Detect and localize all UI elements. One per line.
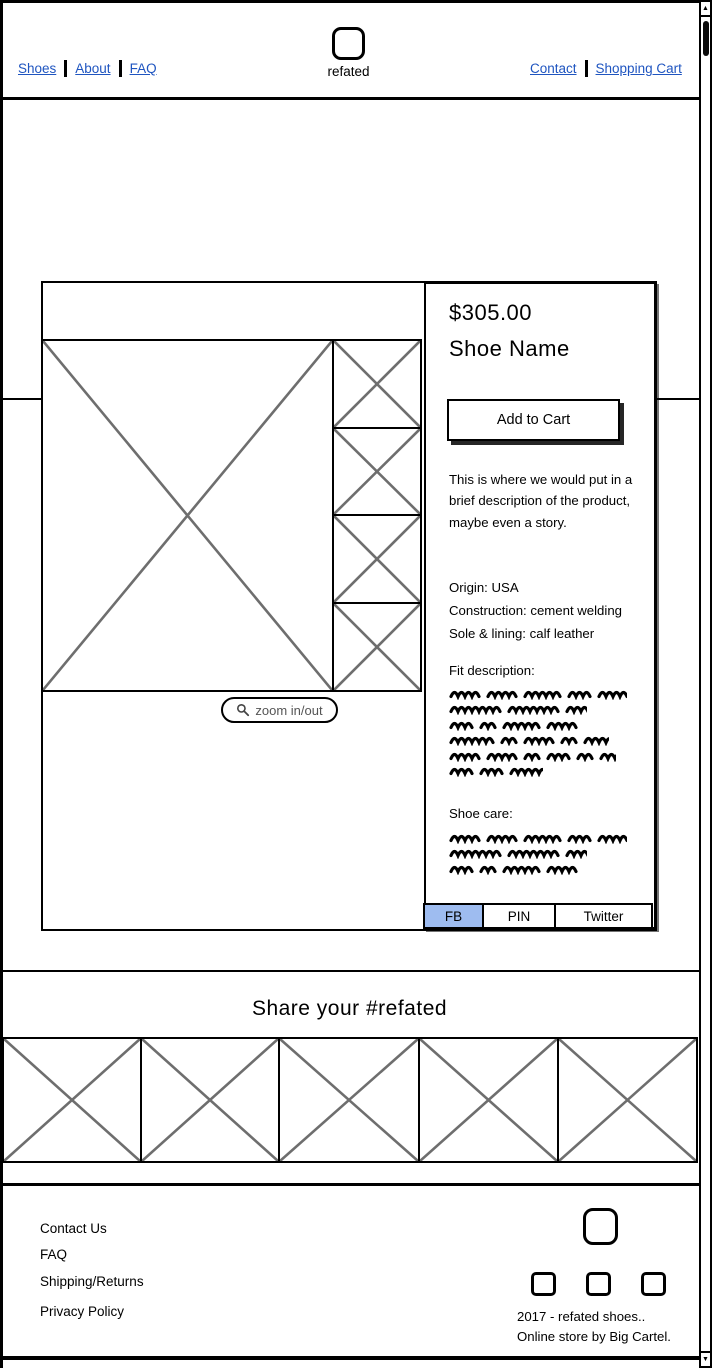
footer-social-icon-3[interactable] <box>641 1272 666 1296</box>
brand-logo-icon[interactable] <box>332 27 365 60</box>
product-description: This is where we would put in a brief description of the product, maybe even a story. <box>449 472 633 530</box>
shoe-care-label: Shoe care: <box>449 806 513 821</box>
scroll-down-arrow-icon[interactable]: ▼ <box>701 1351 710 1366</box>
share-gallery-image-1[interactable] <box>2 1037 142 1163</box>
nav-right <box>530 60 682 77</box>
vertical-scrollbar[interactable] <box>699 0 712 1368</box>
footer-link-privacy-policy[interactable]: Privacy Policy <box>40 1304 125 1319</box>
page-bottom-border <box>0 1356 699 1360</box>
footer-link-shipping-returns[interactable]: Shipping/Returns <box>40 1274 144 1289</box>
footer-credit-line1: 2017 - refated shoes.. <box>517 1309 646 1324</box>
nav-link-about[interactable]: About <box>75 61 111 76</box>
fit-description-label: Fit description: <box>449 663 535 678</box>
scrollbar-thumb[interactable] <box>703 21 709 56</box>
nav-separator <box>64 60 67 77</box>
nav-separator <box>585 60 588 77</box>
share-tab-fb[interactable]: FB <box>423 903 484 929</box>
nav-link-shoes[interactable]: Shoes <box>18 61 57 76</box>
nav-separator <box>119 60 122 77</box>
share-tab-pin[interactable]: PIN <box>482 903 556 929</box>
thumbnail-image-1[interactable] <box>332 339 422 429</box>
product-name: Shoe Name <box>449 336 570 361</box>
footer-brand-logo-icon <box>583 1208 618 1245</box>
product-image-placeholder <box>41 339 334 692</box>
brand-name: refated <box>327 64 370 79</box>
product-specs <box>449 576 622 645</box>
footer-credit <box>517 1307 671 1347</box>
magnifier-icon <box>236 703 250 717</box>
shoe-care-scribble-text <box>449 830 627 877</box>
share-section-title: Share your #refated <box>251 997 448 1020</box>
share-tab-twitter[interactable]: Twitter <box>554 903 653 929</box>
footer-link-contact-us[interactable]: Contact Us <box>40 1221 107 1236</box>
zoom-in-out-button[interactable] <box>221 697 338 723</box>
scroll-up-arrow-icon[interactable]: ▲ <box>701 2 710 17</box>
footer-top-divider <box>0 1183 699 1186</box>
spec-sole-lining: Sole & lining: calf leather <box>449 626 595 641</box>
share-gallery-image-2[interactable] <box>140 1037 280 1163</box>
zoom-label: zoom in/out <box>255 702 323 718</box>
nav-left <box>18 60 157 77</box>
footer-credit-line2: Online store by Big Cartel. <box>517 1329 671 1344</box>
thumbnail-image-3[interactable] <box>332 514 422 604</box>
nav-link-contact[interactable]: Contact <box>530 61 577 76</box>
footer-link-faq[interactable]: FAQ <box>40 1247 68 1262</box>
footer-social-icon-1[interactable] <box>531 1272 556 1296</box>
thumbnail-image-4[interactable] <box>332 602 422 692</box>
fit-description-scribble-text <box>449 686 627 779</box>
nav-link-faq[interactable]: FAQ <box>129 61 157 76</box>
header-divider <box>0 97 699 100</box>
spec-construction: Construction: cement welding <box>449 603 622 618</box>
share-section-top-divider <box>0 970 699 972</box>
footer-social-icon-2[interactable] <box>586 1272 611 1296</box>
share-gallery-image-4[interactable] <box>418 1037 559 1163</box>
share-gallery-image-3[interactable] <box>278 1037 420 1163</box>
product-price: $305.00 <box>449 300 533 325</box>
social-share-tabs <box>423 903 653 929</box>
share-gallery-image-5[interactable] <box>557 1037 698 1163</box>
thumbnail-image-2[interactable] <box>332 427 422 516</box>
add-to-cart-button[interactable]: Add to Cart <box>447 399 620 441</box>
spec-origin: Origin: USA <box>449 580 519 595</box>
nav-link-shopping-cart[interactable]: Shopping Cart <box>595 61 682 76</box>
product-info-panel <box>424 282 657 930</box>
